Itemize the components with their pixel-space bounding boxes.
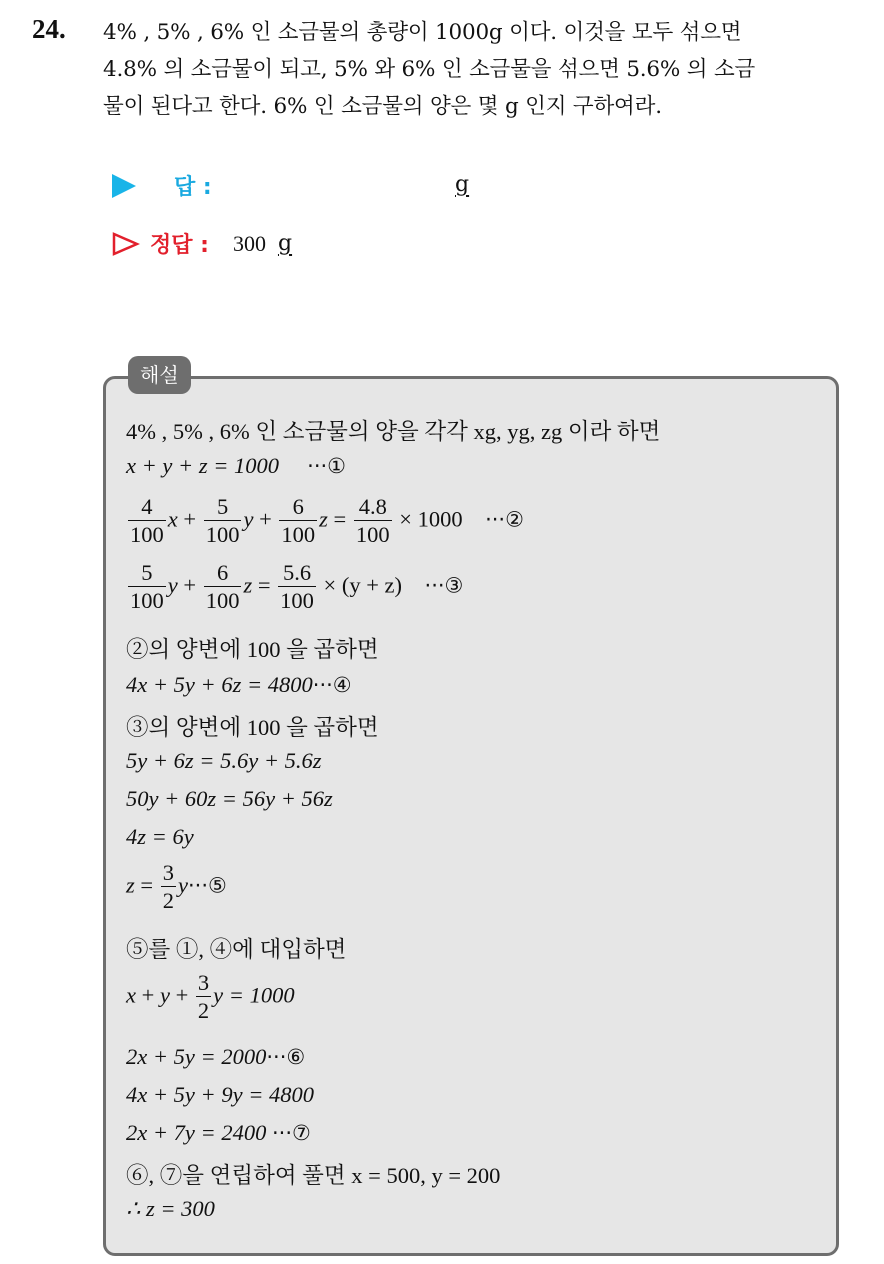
eq-mark: ···④ [312, 673, 352, 697]
equation-12 [126, 1082, 314, 1108]
step-substitute: ⑤를 ①, ④에 대입하면 [126, 937, 347, 962]
conclusion [126, 1196, 215, 1222]
eq-text: 50y + 60z = 56y + 56z [126, 786, 333, 811]
equation-8: z = $\frac{3}{2}$ y···⑤ [126, 860, 227, 913]
eq-tail: × (y + z) [323, 572, 403, 598]
frac-den: 100 [280, 588, 314, 613]
equation-13 [126, 1120, 311, 1146]
correct-answer-row [112, 228, 292, 259]
equation-2: $\frac{4}{100}$ x + $\frac{5}{100}$ y + $\frac{6}{100}$ z = $\frac{4.8}{100}$ × 1000 ···② [130, 494, 524, 547]
eq-mark: ···⑦ [271, 1121, 311, 1145]
frac-den: 100 [205, 588, 240, 613]
frac-num: 6 [292, 494, 304, 519]
eq-text: 4x + 5y + 9y = 4800 [126, 1082, 315, 1107]
eq-mark: ···② [485, 507, 524, 532]
answer-unit: g [455, 172, 470, 197]
correct-answer-value: 300 [232, 230, 266, 256]
eq-text: x + y + z = 1000 [126, 453, 280, 478]
frac-den: 2 [162, 888, 174, 913]
eq-text: 4x + 5y + 6z = 4800 [126, 672, 313, 697]
eq-text: 2x + 7y = 2400 [126, 1120, 267, 1145]
solution-tab: 해설 [128, 356, 191, 394]
question-text [103, 14, 863, 125]
equation-7 [126, 824, 194, 850]
equation-5 [126, 748, 322, 774]
solution-intro: 4% , 5% , 6% 인 소금물의 양을 각각 xg, yg, zg 이라 하면 [126, 419, 661, 444]
play-triangle-icon [112, 174, 136, 198]
frac-num: 3 [197, 970, 210, 995]
eq-text: 5y + 6z = 5.6y + 5.6z [126, 748, 322, 773]
eq-mark: ···⑤ [187, 873, 227, 898]
answer-row [112, 170, 212, 201]
step-multiply-3: ③의 양변에 100 을 곱하면 [126, 715, 379, 740]
equation-10: x + y + $\frac{3}{2}$ y = 1000 [126, 970, 295, 1023]
frac-num: 5.6 [282, 560, 312, 585]
frac-den: 100 [281, 522, 316, 547]
eq-text: ∴ z = 300 [126, 1196, 215, 1221]
frac-den: 100 [205, 522, 240, 547]
eq-mark: ···③ [424, 573, 464, 598]
frac-den: 2 [197, 998, 210, 1023]
frac-num: 3 [162, 860, 174, 885]
question-line: 4% , 5% , 6% 인 소금물의 총량이 1000g 이다. 이것을 모두 섞으면 [103, 20, 742, 45]
step-multiply-2: ②의 양변에 100 을 곱하면 [126, 637, 379, 662]
eq-text: 4z = 6y [126, 824, 194, 849]
equation-6 [126, 786, 333, 812]
equation-1 [126, 453, 346, 479]
question-line: 물이 된다고 한다. 6% 인 소금물의 양은 몇 g 인지 구하여라. [103, 94, 662, 119]
eq-tail: y = 1000 [213, 982, 295, 1008]
frac-den: 100 [130, 522, 164, 547]
question-line: 4.8% 의 소금물이 되고, 5% 와 6% 인 소금물을 섞으면 5.6% 의 소금 [103, 57, 756, 82]
frac-num: 5 [141, 560, 153, 585]
correct-answer-unit: g [277, 231, 293, 256]
eq-mark: ···⑥ [266, 1045, 306, 1069]
correct-answer-label: 정답 : [150, 233, 209, 258]
eq-text: 2x + 5y = 2000 [126, 1044, 267, 1069]
frac-num: 6 [216, 560, 229, 585]
equation-4 [126, 672, 352, 698]
outline-triangle-icon [112, 232, 140, 256]
answer-label: 답 : [174, 175, 212, 200]
step-solve: ⑥, ⑦을 연립하여 풀면 x = 500, y = 200 [126, 1163, 501, 1188]
frac-num: 5 [216, 494, 229, 519]
frac-num: 4.8 [358, 494, 387, 519]
eq-tail: × 1000 [399, 506, 463, 532]
eq-mark: ···① [307, 454, 347, 478]
frac-num: 4 [141, 494, 153, 519]
equation-11 [126, 1044, 305, 1070]
frac-den: 100 [130, 588, 164, 613]
equation-3: $\frac{5}{100}$ y + $\frac{6}{100}$ z = $\frac{5.6}{100}$ × (y + z) ···③ [130, 560, 464, 613]
frac-den: 100 [355, 522, 390, 547]
question-number: 24. [32, 14, 66, 44]
